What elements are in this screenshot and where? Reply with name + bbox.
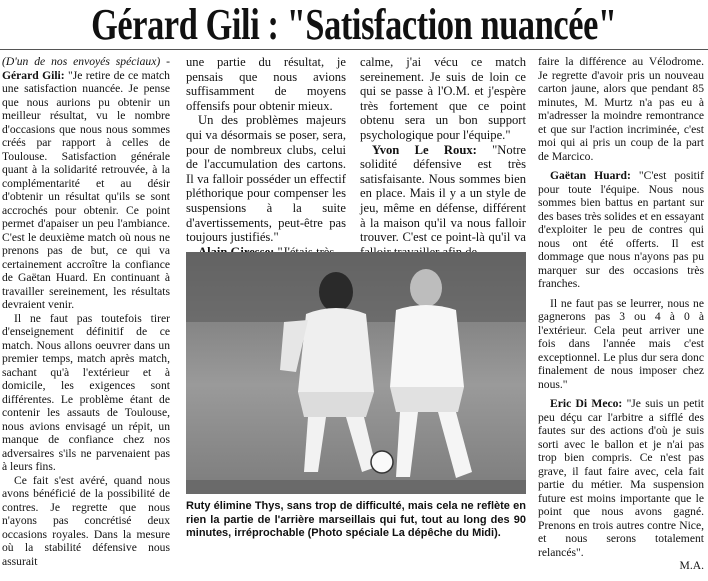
signature: M.A. xyxy=(679,559,704,572)
headline xyxy=(0,0,708,50)
col1-paragraph-3: Ce fait s'est avéré, quand nous avons bénéficié de la possibilité de contres. Je regrette que nous n'ayons pas concrétisé deux occasions royales. Dans la mesure où la stabilité défensive nous assurait xyxy=(2,473,170,568)
column-2 xyxy=(186,55,346,259)
col3-text-2: "Notre solidité défensive est très satisfaisante. Nous sommes bien en place. Mais il y a un style de jeu, même en défense, différent à la maison qu'il va nous falloir trouver. C'est ce point-là qu'il va xyxy=(360,142,526,245)
col1-paragraph-1 xyxy=(2,55,170,312)
col4-paragraph-3: Il ne faut pas se leurrer, nous ne gagnerons pas 3 ou 4 à 0 à l'extérieur. Cela peut arriver une fois dans l'année mais c'est exceptionnel. Le plus dur sera donc finalement de nous imposer chez nous." xyxy=(538,296,704,391)
col4-paragraph-2 xyxy=(538,169,704,291)
speaker-huard: Gaëtan Huard: xyxy=(550,169,631,182)
speaker-gili: Gérard Gili: xyxy=(2,68,65,82)
col2-paragraph-1: une partie du résultat, je pensais que nous avions suffisamment de moyens offensifs pour obtenir mieux. xyxy=(186,55,346,113)
match-photo xyxy=(186,252,526,494)
column-1 xyxy=(2,55,170,568)
photo-caption: Ruty élimine Thys, sans trop de difficulté, mais cela ne reflète en rien la partie de l'arrière marseillais qui fut, tout au long des 90 minutes, irréprochable (Photo spéciale La dépêche du Midi). xyxy=(186,500,526,540)
col4-paragraph-4 xyxy=(538,397,704,559)
headline-rule xyxy=(0,49,708,50)
col4-text-2: "C'est positif pour toute l'équipe. Nous nous sommes bien battus en partant sur des bases très solides et en essayant d'exploiter le peu de contres qui nous ont été offerts. Il est dommage que nous n'ayons pas pu marquer sur des occasions très franches. xyxy=(538,169,704,290)
col1-text-1: "Je retire de ce match une satisfaction nuancée. Je pense que nous aurions pu obtenir un meilleur résultat, vu le nombre d'occasions que nous nous sommes créés par rapport à celles de Toulouse. Satisfaction générale quant à la solidarité retrouvée, à la complémentarité et au désir d'obtenir un résultat qu'ils se sont accrochés pour obtenir. Ce point permet d'apaiser un peu l'ambiance. C'est le deuxième match où nous ne prenons pas de but, ce qui va certainement accroître la confiance de Gaëtan Huard. En continuant à travailler sereinement, les résultats devraient venir. xyxy=(2,68,170,311)
speaker-di-meco: Eric Di Meco: xyxy=(550,397,623,410)
column-4 xyxy=(538,55,704,573)
speaker-le-roux: Yvon Le Roux: xyxy=(372,142,477,157)
col2-paragraph-2: Un des problèmes majeurs qui va désormais se poser, sera, pour de nombreux clubs, celui de l'accumulation des cartons. Il va falloir posséder un effectif pléthorique pour compenser les suspensions à la suite d'avertissements, peut-être pas toujours justifiés." xyxy=(186,113,346,245)
col3-paragraph-2 xyxy=(360,143,526,260)
col4-text-4: "Je suis un petit peu déçu car l'arbitre a sifflé des fautes sur des actions d'où je suis sorti avec le ballon et je n'ai pas trop bien compris. Ce n'est pas grave, il faut faire avec, cela fait partie du métier. Ma suspension future est moins importante que le point que nous avons gagné. Prenons en trois autres contre Nice, et nous serons totalement relancés". xyxy=(538,397,705,559)
col3-paragraph-1: calme, j'ai vécu ce match sereinement. Je suis de loin ce qui se passe à l'O.M. et j'espère très fortement que ce point obtenu sera un bon support psychologique pour l'équipe." xyxy=(360,55,526,142)
column-3 xyxy=(360,55,526,259)
col4-paragraph-1: faire la différence au Vélodrome. Je regrette d'avoir pris un nouveau carton jaune, alors que pendant 85 minutes, M. Murtz n'a pas eu à m'adresser la moindre remontrance et que sur l'action incriminée, c'est moi qui ai pris un coup de la part de Marcico. xyxy=(538,55,704,163)
byline: (D'un de nos envoyés spéciaux) - xyxy=(2,55,170,68)
match-photo-image xyxy=(186,252,526,494)
col1-paragraph-2: Il ne faut pas toutefois tirer d'enseignement définitif de ce match. Nous allons oeuvrer dans un premier temps, match après match, sachant qu'à l'extérieur et à domicile, les exigences sont différentes. Le problème étant de contenir les assauts de Toulouse, nous avions envisagé un répit, un manque de confiance chez nos adversaires s'ils ne parvenaient pas à leurs fins. xyxy=(2,311,170,473)
headline-text: Gérard Gili : "Satisfaction nuancée" xyxy=(91,0,617,49)
